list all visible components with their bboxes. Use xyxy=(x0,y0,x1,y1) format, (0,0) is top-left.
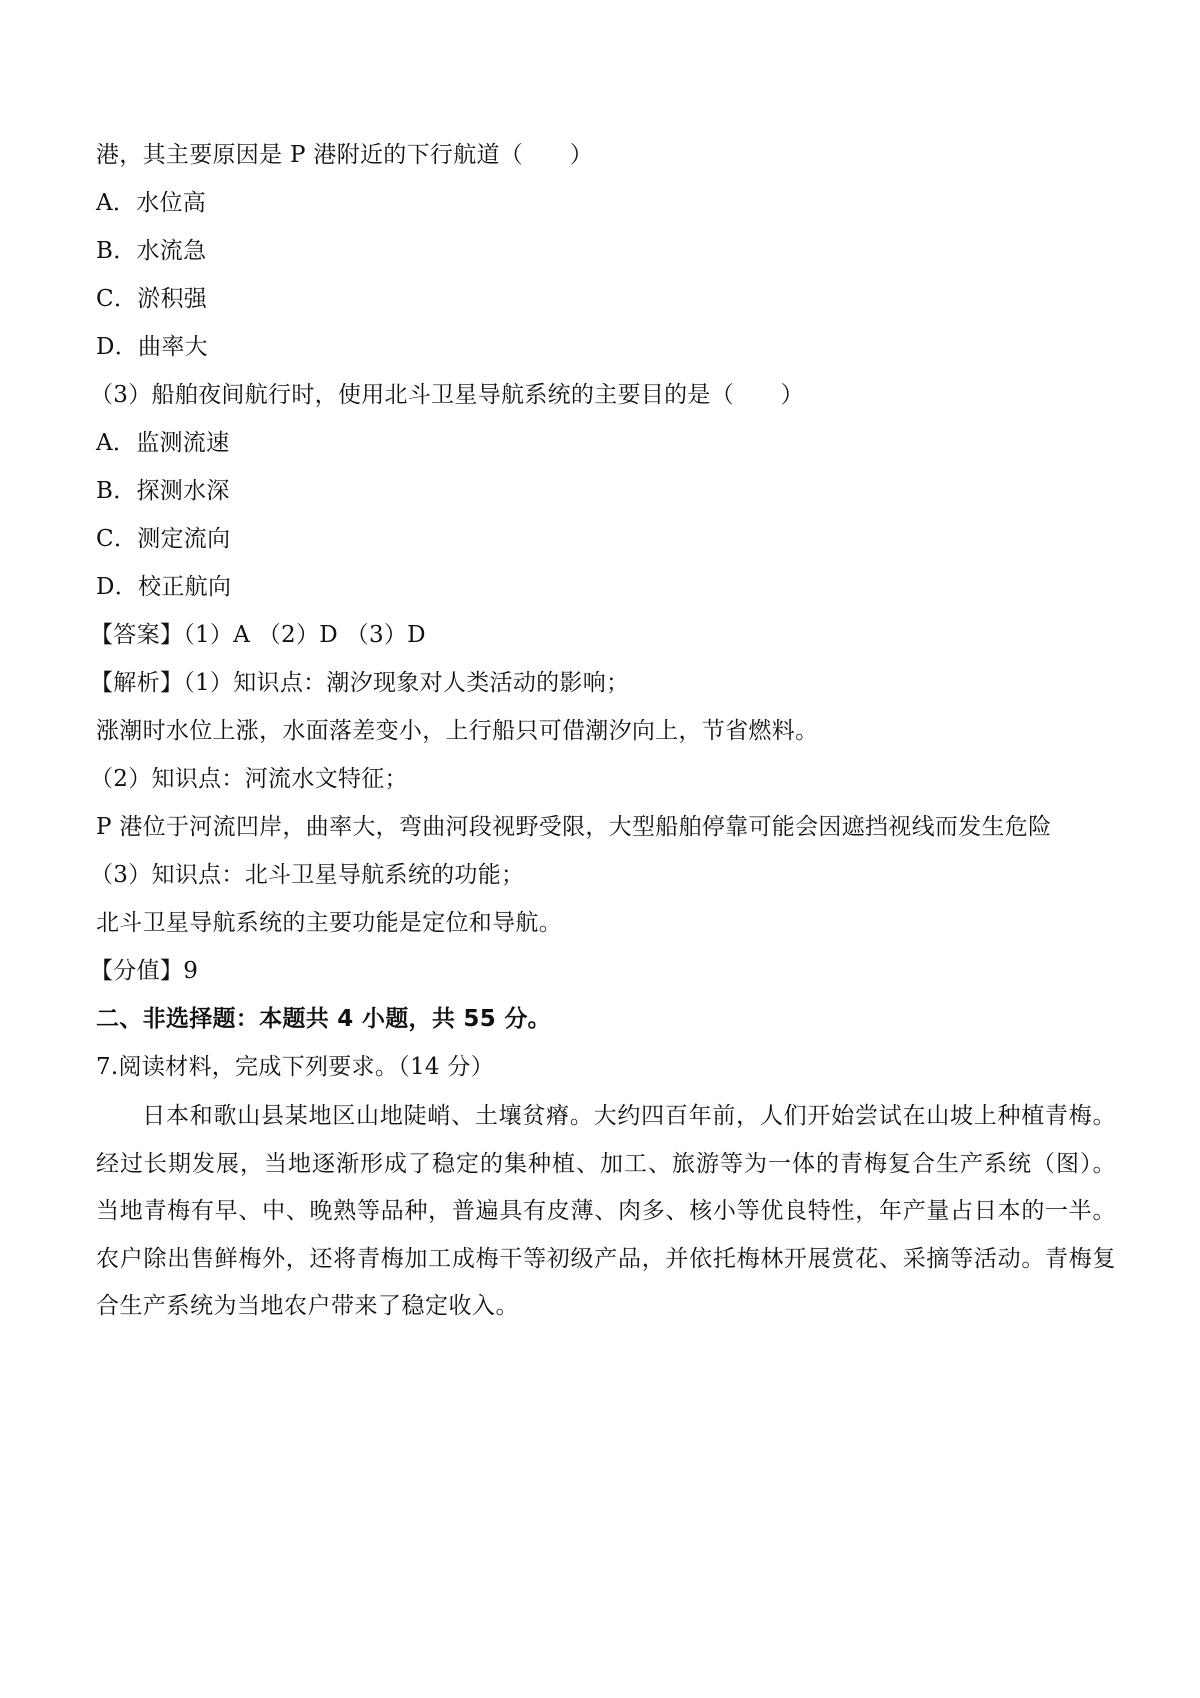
score-line: 【分值】9 xyxy=(90,958,199,984)
analysis-line-6: 北斗卫星导航系统的主要功能是定位和导航。 xyxy=(96,910,562,936)
q3-option-b: B．探测水深 xyxy=(96,478,230,504)
question-7-stem: 7.阅读材料，完成下列要求。（14 分） xyxy=(96,1054,495,1080)
question-3-stem: （3）船舶夜间航行时，使用北斗卫星导航系统的主要目的是（ ） xyxy=(90,382,804,408)
analysis-line-4: P 港位于河流凹岸，曲率大，弯曲河段视野受限，大型船舶停靠可能会因遮挡视线而发生危险 xyxy=(96,814,1052,840)
section-title: 二、非选择题：本题共 4 小题，共 55 分。 xyxy=(96,1006,551,1032)
option-a: A．水位高 xyxy=(96,190,207,216)
answer-line: 【答案】（1）A （2）D （3）D xyxy=(90,622,426,648)
option-c: C．淤积强 xyxy=(96,286,208,312)
q3-option-a: A．监测流速 xyxy=(96,430,230,456)
analysis-line-1: 【解析】（1）知识点：潮汐现象对人类活动的影响； xyxy=(90,670,630,696)
option-d: D．曲率大 xyxy=(96,334,208,360)
q3-option-c: C．测定流向 xyxy=(96,526,231,552)
analysis-line-5: （3）知识点：北斗卫星导航系统的功能； xyxy=(90,862,525,888)
option-b: B．水流急 xyxy=(96,238,207,264)
analysis-line-3: （2）知识点：河流水文特征； xyxy=(90,766,408,792)
q3-option-d: D．校正航向 xyxy=(96,574,232,600)
material-text: 日本和歌山县某地区山地陡峭、土壤贫瘠。大约四百年前，人们开始尝试在山坡上种植青梅。经过长期发展，当地逐渐形成了稳定的集种植、加工、旅游等为一体的青梅复合生产系统（图）。当地青梅有早、中、晚熟等品种，普遍具有皮薄、肉多、核小等优良特性，年产量占日本的一半。农户除出售鲜梅外，还将青梅加工成梅干等初级产品，并依托梅林开展赏花、采摘等活动。青梅复合生产系统为当地农户带来了稳定收入。 xyxy=(96,1103,1116,1319)
question-stem-tail: 港，其主要原因是 P 港附近的下行航道（ ） xyxy=(96,142,593,168)
question-7-material xyxy=(96,1093,1116,1331)
analysis-line-2: 涨潮时水位上涨，水面落差变小，上行船只可借潮汐向上，节省燃料。 xyxy=(96,718,819,744)
